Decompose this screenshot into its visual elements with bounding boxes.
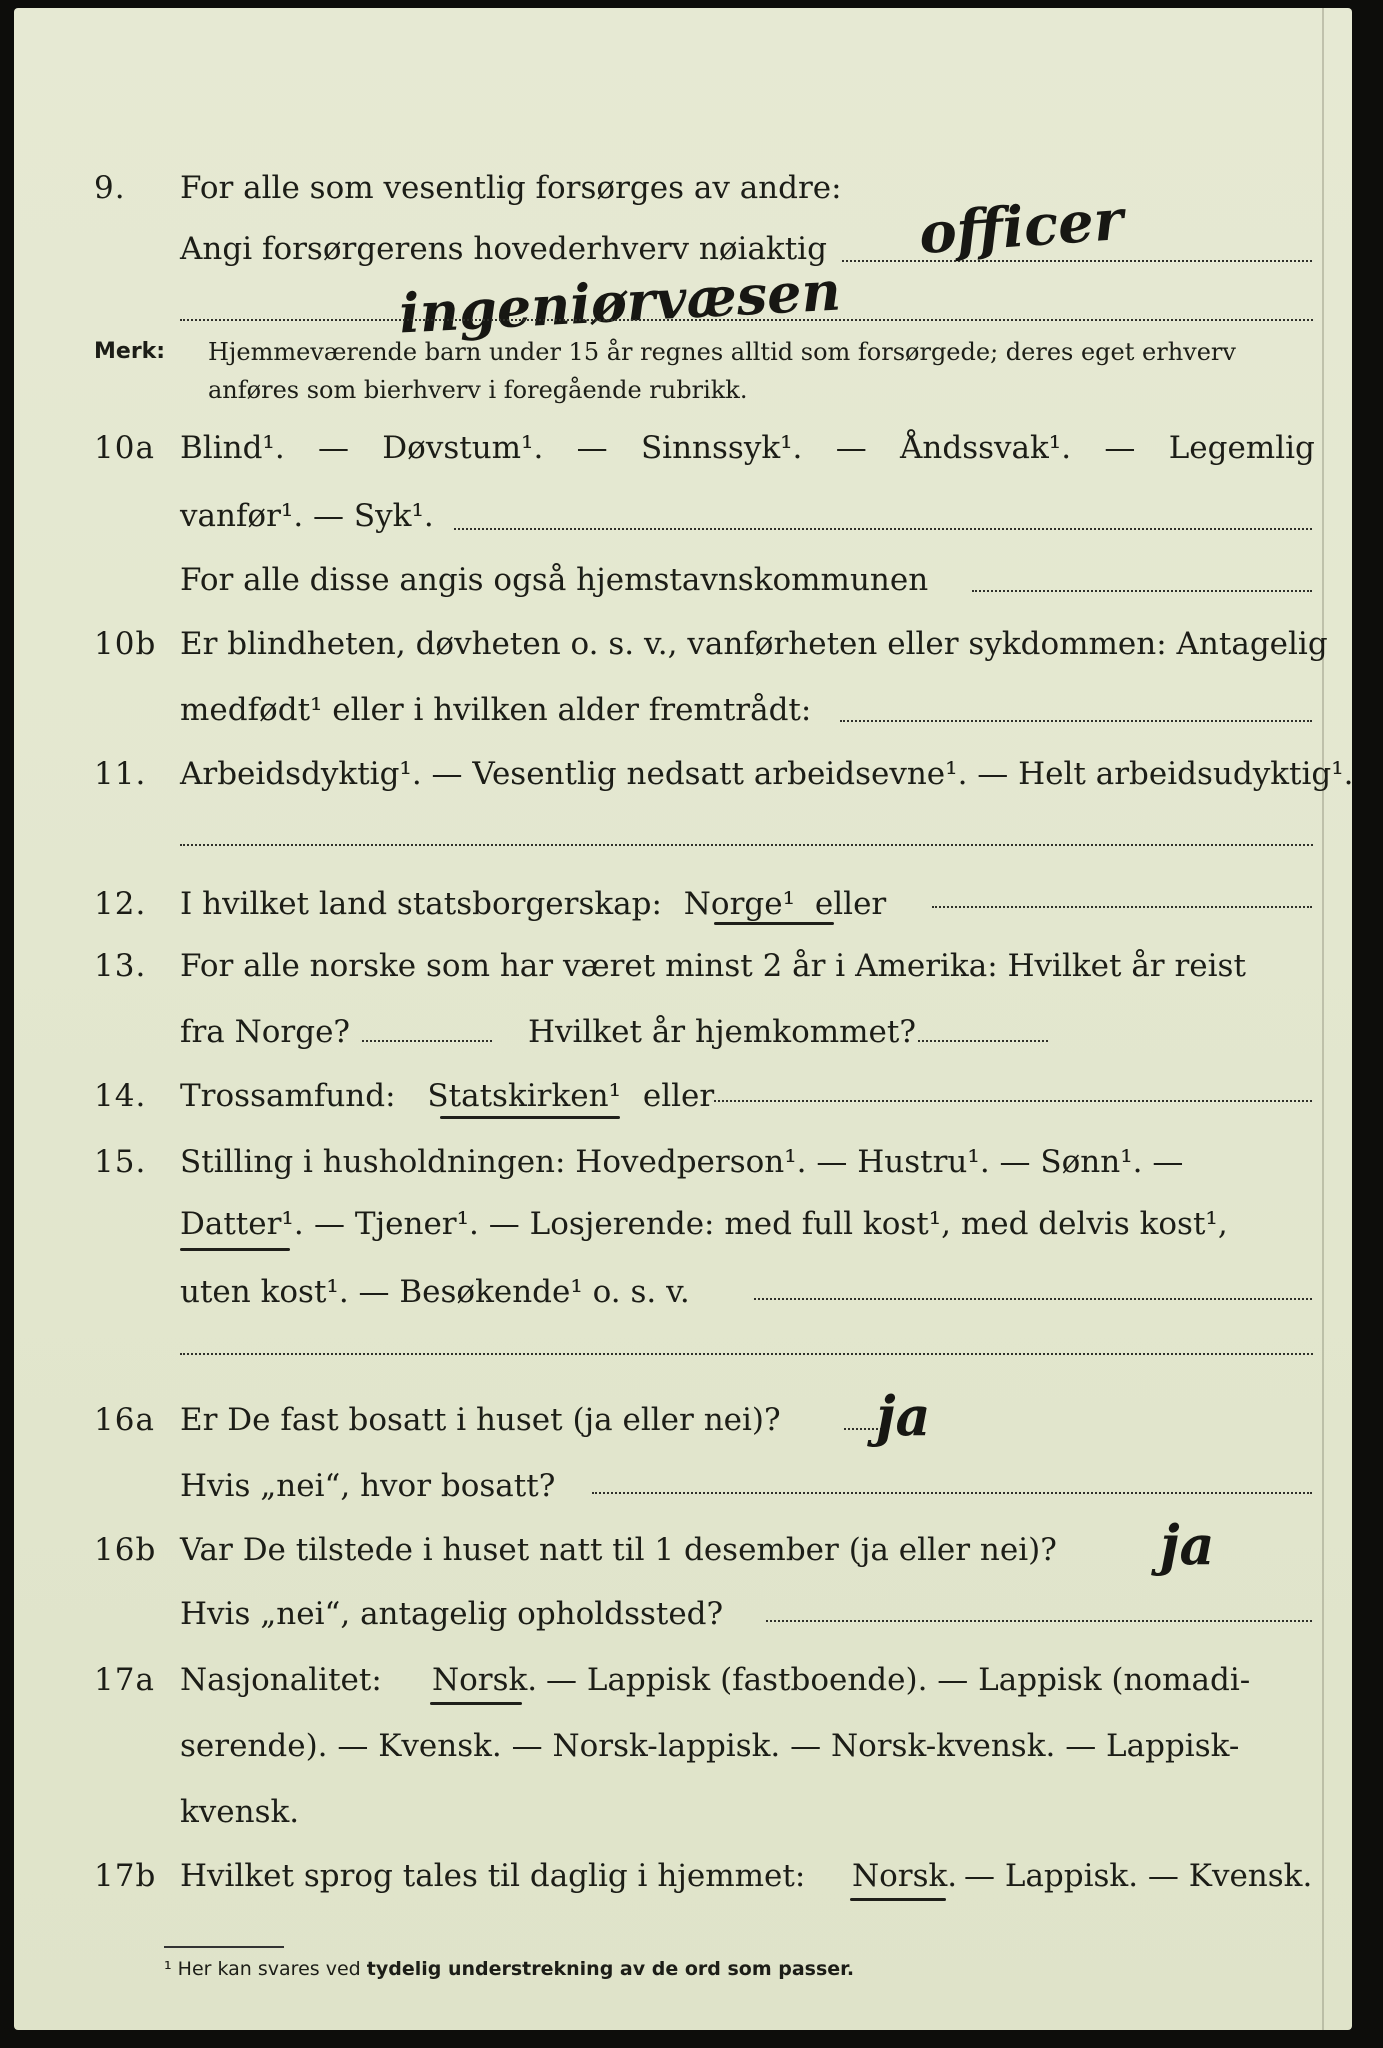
- q15-number: 15.: [94, 1144, 147, 1180]
- option-andssvak: Åndssvak¹.: [900, 430, 1072, 466]
- q9-handwritten-answer-1: officer: [916, 186, 1126, 268]
- q14-selected-statskirken: Statskirken¹: [427, 1078, 621, 1114]
- q10a-options: [180, 428, 1315, 468]
- q10a-text-2: vanfør¹. — Syk¹.: [180, 498, 434, 534]
- q9-handwritten-answer-2: ingeniørvæsen: [397, 258, 843, 346]
- footnote-rule: [164, 1946, 284, 1948]
- q13-line-a: [362, 1040, 492, 1042]
- merk-text-2: anføres som bierhverv i foregående rubrikk.: [208, 376, 748, 404]
- merk-text: Hjemmeværende barn under 15 år regnes alltid som forsørgede; deres eget erhverv: [208, 338, 1236, 366]
- q15-answer-line: [754, 1298, 1312, 1300]
- q9-number: 9.: [94, 170, 126, 206]
- footnote-mark: ¹: [164, 1958, 172, 1980]
- q9-answer-line-2: [180, 319, 1313, 321]
- option-blind: Blind¹.: [180, 430, 285, 466]
- q12-prefix: I hvilket land statsborgerskap:: [180, 886, 662, 922]
- q11-answer-line: [180, 844, 1313, 846]
- q13-text: For alle norske som har været minst 2 år i Amerika: Hvilket år reist: [180, 948, 1246, 984]
- q16a-text: Er De fast bosatt i huset (ja eller nei)?: [180, 1402, 781, 1438]
- q17a-selected-norsk: Norsk.: [432, 1662, 538, 1698]
- q14-text: [180, 1076, 714, 1116]
- option-legemlig: Legemlig: [1168, 430, 1315, 466]
- dash: —: [576, 430, 608, 466]
- q10a-answer-line-2: [972, 590, 1312, 592]
- q12-number: 12.: [94, 886, 147, 922]
- q17b-underline: [850, 1898, 946, 1901]
- q17a-options: — Lappisk (fastboende). — Lappisk (nomadi-: [546, 1662, 1251, 1698]
- q9-answer-line: [842, 260, 1312, 262]
- q11-text: Arbeidsdyktig¹. — Vesentlig nedsatt arbeidsevne¹. — Helt arbeidsudyktig¹.: [180, 756, 1354, 792]
- q12-underline: [714, 922, 834, 925]
- q16b-answer-line: [766, 1620, 1312, 1622]
- q13-number: 13.: [94, 948, 147, 984]
- q13-text-2b: Hvilket år hjemkommet?: [528, 1014, 916, 1050]
- q16a-handwritten-answer: ja: [876, 1384, 931, 1448]
- q14-suffix: eller: [642, 1078, 715, 1114]
- q10b-text: Er blindheten, døvheten o. s. v., vanførheten eller sykdommen: Antagelig: [180, 626, 1328, 662]
- q12-selected-norge: Norge¹: [683, 886, 796, 922]
- q15-text-3: uten kost¹. — Besøkende¹ o. s. v.: [180, 1274, 690, 1310]
- q16b-handwritten-answer: ja: [1160, 1513, 1215, 1577]
- q14-underline: [440, 1116, 620, 1119]
- dash: —: [318, 430, 349, 466]
- q17a-text-2: serende). — Kvensk. — Norsk-lappisk. — Norsk-kvensk. — Lappisk-: [180, 1728, 1240, 1764]
- dash: —: [835, 430, 867, 466]
- q10b-number: 10b: [94, 626, 157, 662]
- q16b-number: 16b: [94, 1532, 157, 1568]
- q12-text: [180, 884, 886, 924]
- q17a-number: 17a: [94, 1662, 155, 1698]
- q10b-text-2: medfødt¹ eller i hvilken alder fremtrådt:: [180, 692, 812, 728]
- dash: —: [1104, 430, 1136, 466]
- q14-prefix: Trossamfund:: [180, 1078, 396, 1114]
- q16a-answer-line-2: [592, 1492, 1312, 1494]
- footnote: [164, 1958, 854, 1980]
- q15-answer-line-2: [180, 1353, 1313, 1355]
- q15-selected-datter: Datter¹.: [180, 1206, 304, 1242]
- q12-answer-line: [932, 906, 1312, 908]
- q17b-options: — Lappisk. — Kvensk.: [964, 1858, 1313, 1894]
- q17b-number: 17b: [94, 1858, 157, 1894]
- q12-suffix: eller: [814, 886, 887, 922]
- q14-number: 14.: [94, 1078, 147, 1114]
- footnote-bold-text: tydelig understrekning av de ord som passer.: [366, 1958, 855, 1980]
- merk-label: Merk:: [94, 339, 166, 364]
- q17a-underline: [430, 1702, 522, 1705]
- q13-text-2a: fra Norge?: [180, 1014, 351, 1050]
- q17a-text-3: kvensk.: [180, 1794, 300, 1830]
- q10b-answer-line: [840, 720, 1312, 722]
- census-form-page: [14, 8, 1352, 2030]
- q9-question: For alle som vesentlig forsørges av andre:: [180, 170, 842, 206]
- footnote-text: Her kan svares ved: [177, 1958, 361, 1980]
- option-dovstum: Døvstum¹.: [382, 430, 544, 466]
- q16b-text: Var De tilstede i huset natt til 1 desember (ja eller nei)?: [180, 1532, 1057, 1568]
- q15-underline: [180, 1248, 290, 1251]
- q11-number: 11.: [94, 756, 147, 792]
- q10a-answer-line: [454, 528, 1312, 530]
- q13-line-b: [918, 1040, 1048, 1042]
- q17b-text: Hvilket sprog tales til daglig i hjemmet:: [180, 1858, 806, 1894]
- q17a-label: Nasjonalitet:: [180, 1662, 382, 1698]
- q10a-number: 10a: [94, 430, 155, 466]
- q15-text-2: — Tjener¹. — Losjerende: med full kost¹, med delvis kost¹,: [314, 1206, 1228, 1242]
- q16a-number: 16a: [94, 1402, 155, 1438]
- q14-answer-line: [714, 1100, 1312, 1102]
- q16b-text-2: Hvis „nei“, antagelig opholdssted?: [180, 1596, 724, 1632]
- option-sinnssyk: Sinnssyk¹.: [640, 430, 803, 466]
- q15-text: Stilling i husholdningen: Hovedperson¹. — Hustru¹. — Sønn¹. —: [180, 1144, 1184, 1180]
- q9-question-2: Angi forsørgerens hovederhverv nøiaktig: [180, 231, 827, 267]
- q17b-selected-norsk: Norsk.: [852, 1858, 958, 1894]
- page-fold: [1322, 8, 1324, 2030]
- q16a-text-2: Hvis „nei“, hvor bosatt?: [180, 1468, 556, 1504]
- q10a-text-3: For alle disse angis også hjemstavnskommunen: [180, 562, 929, 598]
